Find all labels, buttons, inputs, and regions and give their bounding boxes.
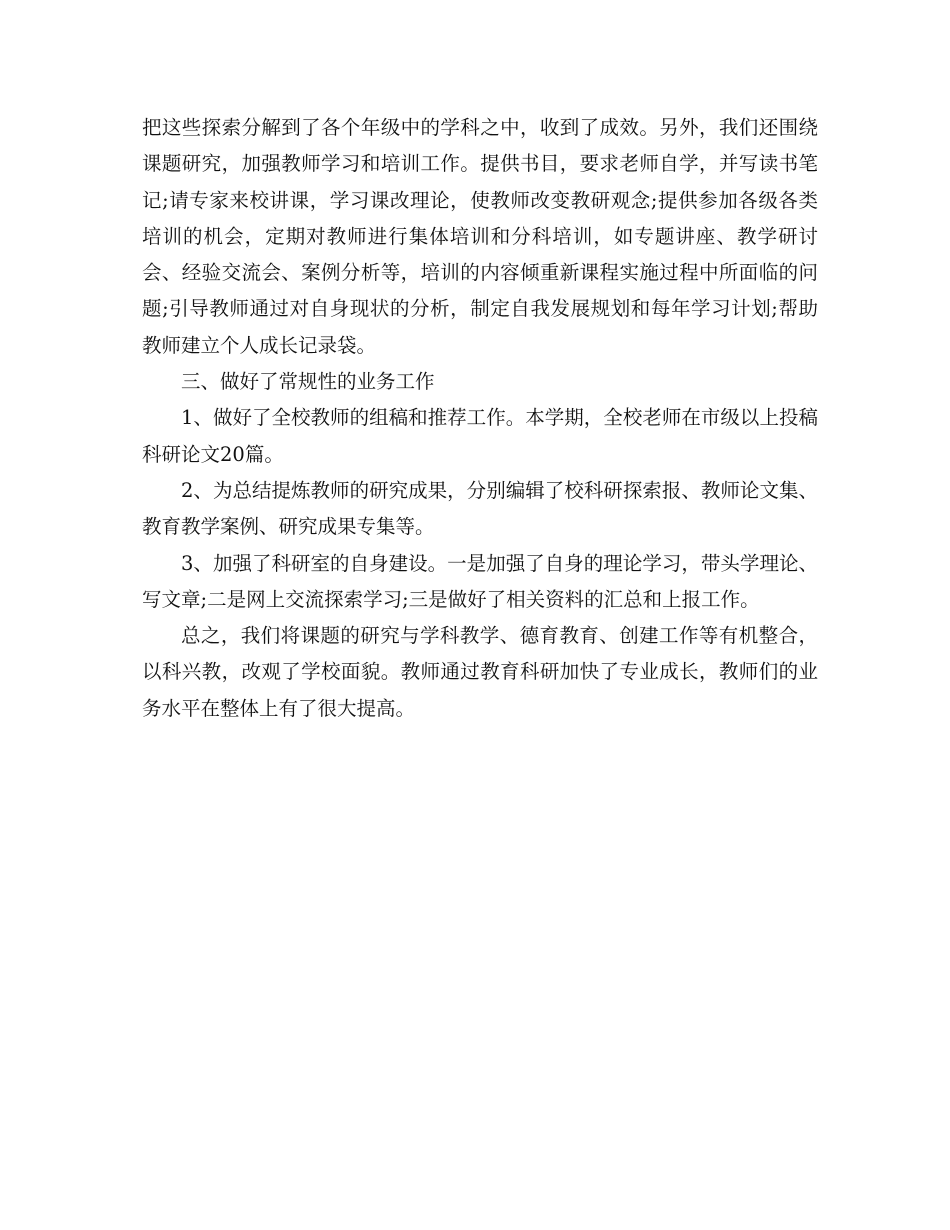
section-heading: 三、做好了常规性的业务工作	[181, 370, 435, 394]
paragraph-summary: 总之，我们将课题的研究与学科教学、德育教育、创建工作等有机整合，以科兴教，改观了学校面貌。教师通过教育科研加快了专业成长，教师们的业务水平在整体上有了很大提高。	[142, 624, 818, 720]
paragraph-item-3: 3、加强了科研室的自身建设。一是加强了自身的理论学习，带头学理论、写文章;二是网上交流探索学习;三是做好了相关资料的汇总和上报工作。	[142, 551, 818, 611]
paragraph-item-1: 1、做好了全校教师的组稿和推荐工作。本学期，全校老师在市级以上投稿科研论文20篇。	[142, 406, 818, 466]
paragraph-item-2: 2、为总结提炼教师的研究成果，分别编辑了校科研探索报、教师论文集、教育教学案例、研究成果专集等。	[142, 478, 818, 539]
paragraph-continuation: 把这些探索分解到了各个年级中的学科之中，收到了成效。另外，我们还围绕课题研究，加强教师学习和培训工作。提供书目，要求老师自学，并写读书笔记;请专家来校讲课，学习课改理论，使教师改变教研观念;提供参加各级各类培训的机会，定期对教师进行集体培训和分科培训，如专题讲座、教学研讨会、经验交流会、案例分析等，培训的内容倾重新课程实施过程中所面临的问题;引导教师通过对自身现状的分析，制定自我发展规划和每年学习计划;帮助教师建立个人成长记录袋。	[142, 116, 818, 357]
document-body	[142, 110, 818, 727]
